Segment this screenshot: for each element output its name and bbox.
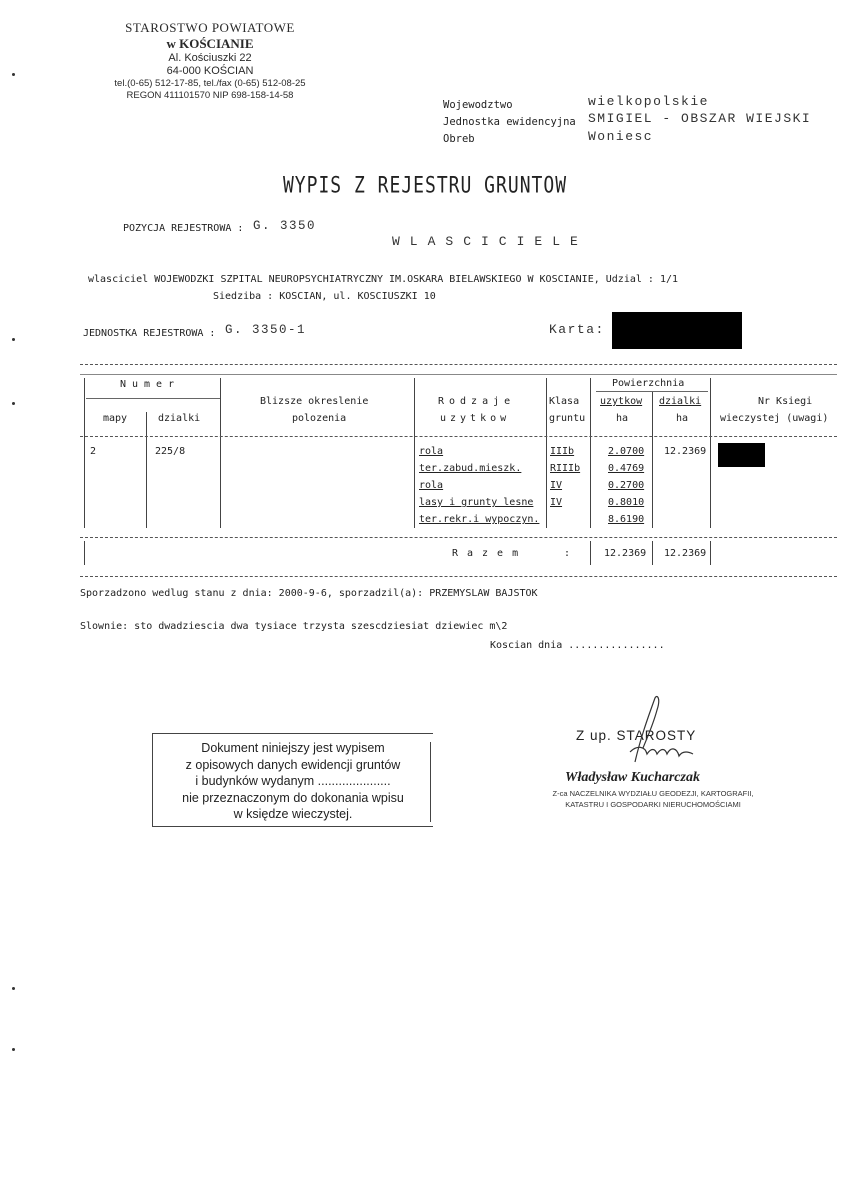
notice-border-right — [430, 742, 431, 822]
notice-line-2: z opisowych danych ewidencji gruntów — [185, 757, 401, 772]
header-ksiega-2: wieczystej (uwagi) — [720, 413, 829, 424]
col-separator — [710, 541, 711, 565]
header-rodzaje-2: uzytkow — [440, 413, 511, 424]
notice-text — [153, 740, 433, 823]
redaction-box — [612, 312, 742, 349]
woj-label: Wojewodztwo — [443, 99, 513, 111]
razem-colon: : — [564, 548, 571, 559]
header-mapy: mapy — [103, 413, 128, 424]
obreb-value: Woniesc — [588, 129, 654, 144]
cell-pow-uzytkow: 0.8010 — [608, 497, 645, 508]
scan-speck — [12, 987, 15, 990]
cell-pow-uzytkow: 0.2700 — [608, 480, 645, 491]
razem-pow-dzialki: 12.2369 — [664, 548, 707, 559]
jednostka-value: G. 3350-1 — [225, 323, 307, 337]
cell-pow-uzytkow: 0.4769 — [608, 463, 645, 474]
table-rule — [80, 576, 837, 577]
scan-speck — [12, 73, 15, 76]
cell-pow-uzytkow: 8.6190 — [608, 514, 645, 525]
cell-rodzaj: rola — [419, 446, 444, 457]
header-blizsze-1: Blizsze okreslenie — [260, 396, 369, 407]
pozycja-value: G. 3350 — [253, 219, 317, 233]
sporzadzono-line: Sporzadzono wedlug stanu z dnia: 2000-9-6, sporzadzil(a): PRZEMYSLAW BAJSTOK — [80, 588, 538, 599]
woj-value: wielkopolskie — [588, 94, 709, 109]
pozycja-label: POZYCJA REJESTROWA : — [123, 223, 244, 234]
table-rule — [80, 364, 837, 365]
office-stamp — [95, 20, 325, 102]
header-ha-1: ha — [616, 413, 629, 424]
owners-heading: WLASCICIELE — [392, 234, 588, 249]
stamp-line-2: w KOŚCIANIE — [166, 36, 254, 51]
cell-klasa: IIIb — [550, 446, 575, 457]
header-klasa-1: Klasa — [549, 396, 580, 407]
cell-klasa: IV — [550, 497, 563, 508]
notice-line-3: i budynków wydanym ..................... — [195, 774, 391, 788]
notice-line-5: w księdze wieczystej. — [233, 807, 353, 821]
header-blizsze-2: polozenia — [292, 413, 347, 424]
scan-speck — [12, 402, 15, 405]
stamp-line-4: 64-000 KOŚCIAN — [166, 65, 254, 77]
notice-line-4: nie przeznaczonym do dokonania wpisu — [182, 790, 404, 805]
jedn-value: SMIGIEL - OBSZAR WIEJSKI — [588, 111, 812, 126]
header-ksiega-1: Nr Ksiegi — [758, 396, 813, 407]
header-numer: Numer — [120, 379, 181, 390]
scan-speck — [12, 1048, 15, 1051]
col-separator — [710, 378, 711, 528]
cell-klasa: RIIIb — [550, 463, 581, 474]
owner-line-2: Siedziba : KOSCIAN, ul. KOSCIUSZKI 10 — [213, 291, 436, 302]
stamp-line-5: tel.(0-65) 512-17-85, tel./fax (0-65) 512-08-25 — [114, 78, 306, 89]
header-ha-2: ha — [676, 413, 689, 424]
cell-pow-uzytkow: 2.0700 — [608, 446, 645, 457]
jednostka-label: JEDNOSTKA REJESTROWA : — [83, 328, 216, 339]
col-separator — [652, 541, 653, 565]
table-rule — [80, 537, 837, 538]
razem-label: Razem — [452, 548, 528, 559]
signature-heading: Z up. STAROSTY — [576, 728, 697, 743]
signatory-name: Władysław Kucharczak — [565, 770, 700, 785]
col-separator — [84, 378, 85, 528]
signatory-title-1: Z-ca NACZELNIKA WYDZIAŁU GEODEZJI, KARTOGRAFII, — [552, 789, 754, 798]
header-underline — [596, 391, 708, 392]
cell-dzialki: 225/8 — [155, 446, 186, 457]
koscian-date-line: Koscian dnia ................ — [490, 640, 665, 651]
header-dzialki: dzialki — [158, 413, 201, 424]
header-rodzaje-1: Rodzaje — [438, 396, 516, 407]
stamp-line-6: REGON 411101570 NIP 698-158-14-58 — [126, 90, 294, 101]
signatory-title-2: KATASTRU I GOSPODARKI NIERUCHOMOŚCIAMI — [565, 800, 741, 809]
col-separator — [84, 541, 85, 565]
header-uzytkow: uzytkow — [600, 396, 643, 407]
notice-line-1: Dokument niniejszy jest wypisem — [201, 741, 385, 755]
table-rule — [80, 374, 837, 375]
stamp-line-1: STAROSTWO POWIATOWE — [125, 20, 295, 35]
col-separator — [146, 412, 147, 528]
handwritten-signature — [595, 690, 715, 770]
cell-rodzaj: ter.rekr.i wypoczyn. — [419, 514, 540, 525]
notice-box — [152, 733, 433, 827]
slownie-line: Slownie: sto dwadziescia dwa tysiace trzysta szescdziesiat dziewiec m\2 — [80, 621, 508, 632]
header-klasa-2: gruntu — [549, 413, 586, 424]
col-separator — [414, 378, 415, 528]
col-separator — [590, 378, 591, 528]
cell-rodzaj: lasy i grunty lesne — [419, 497, 534, 508]
header-underline — [86, 398, 220, 399]
redaction-box — [718, 443, 765, 467]
scan-speck — [12, 338, 15, 341]
col-separator — [590, 541, 591, 565]
jedn-label: Jednostka ewidencyjna — [443, 116, 576, 128]
cell-rodzaj: rola — [419, 480, 444, 491]
col-separator — [652, 392, 653, 528]
col-separator — [220, 378, 221, 528]
cell-klasa: IV — [550, 480, 563, 491]
document-title: WYPIS Z REJESTRU GRUNTOW — [282, 172, 568, 199]
header-dzialki-pow: dzialki — [659, 396, 702, 407]
obreb-label: Obreb — [443, 133, 475, 145]
karta-label: Karta: — [549, 322, 605, 337]
cell-rodzaj: ter.zabud.mieszk. — [419, 463, 522, 474]
col-separator — [546, 378, 547, 528]
cell-mapy: 2 — [90, 446, 97, 457]
table-rule — [80, 436, 837, 437]
cell-pow-dzialki: 12.2369 — [664, 446, 707, 457]
razem-pow-uzytkow: 12.2369 — [604, 548, 647, 559]
stamp-line-3: Al. Kościuszki 22 — [168, 52, 252, 64]
owner-line-1: wlasciciel WOJEWODZKI SZPITAL NEUROPSYCHIATRYCZNY IM.OSKARA BIELAWSKIEGO W KOSCIANIE, Udzial : 1/1 — [88, 274, 679, 285]
header-powierzchnia: Powierzchnia — [612, 378, 685, 389]
